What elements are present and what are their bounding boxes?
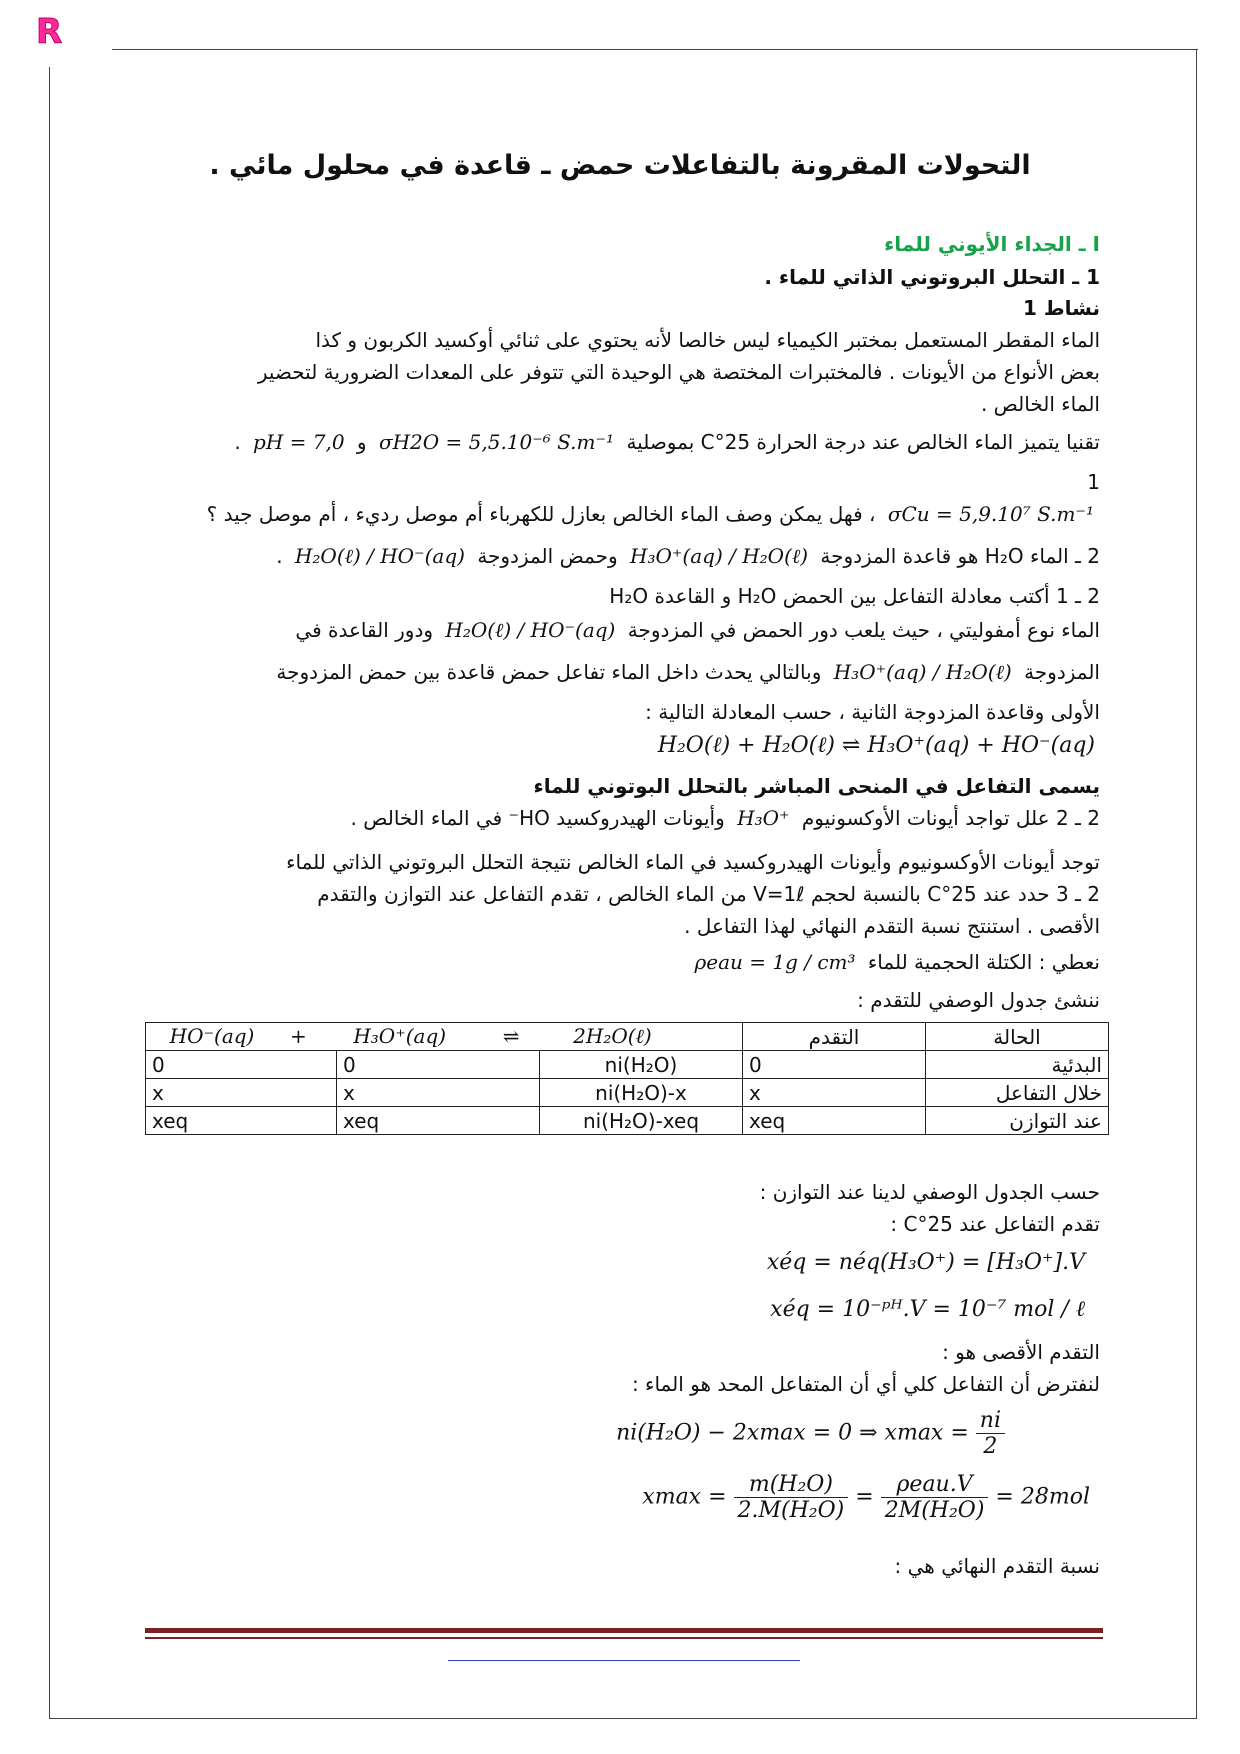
given-text: نعطي : الكتلة الحجمية للماء: [867, 950, 1100, 974]
question-1: [207, 500, 1100, 528]
fraction: [881, 1472, 989, 1523]
footer-rule: [145, 1637, 1103, 1639]
table-row: [146, 1107, 1109, 1135]
fraction-denominator: 2.M(H₂O): [737, 1498, 845, 1523]
question-5: 2 ـ 3 حدد عند 25°C بالنسبة لحجم V=1ℓ من الماء الخالص ، تقدم التفاعل عند التوازن والتقدم: [317, 882, 1100, 906]
xmax-equation-1: [616, 1408, 1005, 1459]
conductivity-text: تقنيا يتميز الماء الخالص عند درجة الحرارة 25°C بموصلية: [626, 430, 1100, 454]
answer-text: المزدوجة: [1024, 660, 1100, 684]
conductivity-line: تقنيا يتميز الماء الخالص عند درجة الحرارة 25°C بموصلية σH2O = 5,5.10⁻⁶ S.m⁻¹ و pH = 7,0 .: [234, 430, 1100, 454]
paragraph-line: الماء الخالص .: [980, 392, 1100, 416]
xmax-equation-2: xmax = $\frac{\text{m(H₂O)}}{\text{2.M(H₂O)}}$ = $\frac{\text{ρeau.V}}{\text{2M(H₂O)}}$ = 28mol: [642, 1472, 1090, 1523]
table-cell: x: [743, 1079, 926, 1107]
equilibrium-arrow: ⇌: [502, 1024, 520, 1048]
question-1-text: ، فهل يمكن وصف الماء الخالص بعازل للكهرباء أم موصل رديء ، أم موصل جيد ؟: [206, 502, 876, 526]
subsection-heading: 1 ـ التحلل البروتوني الذاتي للماء .: [764, 265, 1100, 289]
table-cell: 0: [337, 1051, 540, 1079]
table-cell: البدئية: [926, 1051, 1109, 1079]
result-line: التقدم الأقصى هو :: [942, 1340, 1100, 1364]
hydroxide-header: HO⁻(aq): [169, 1024, 255, 1048]
density-eq: ρeau = 1g / cm³: [694, 950, 856, 974]
ph-eq: pH = 7,0: [253, 430, 345, 454]
and-word: و: [356, 430, 367, 454]
given-line: [688, 948, 1100, 976]
answer-text: وبالتالي يحدث داخل الماء تفاعل حمض قاعدة بين حمض المزدوجة: [276, 660, 822, 684]
definition: يسمى التفاعل في المنحى المباشر بالتحلل البوتوني للماء: [533, 774, 1100, 798]
couple-2-eq: H₂O(ℓ) / HO⁻(aq): [445, 618, 616, 642]
couple-1-eq: H₃O⁺(aq) / H₂O(ℓ): [833, 660, 1012, 684]
table-cell: xeq: [337, 1107, 540, 1135]
fraction-numerator: m(H₂O): [734, 1472, 849, 1498]
table-header-row: [146, 1023, 1109, 1051]
paragraph-line: الماء المقطر المستعمل بمختبر الكيمياء ليس خالصا لأنه يحتوي على ثنائي أوكسيد الكربون و كذا: [315, 328, 1100, 352]
xmax-equation-2-right: = 28mol: [995, 1484, 1090, 1510]
oxonium-eq: H₃O⁺: [737, 806, 790, 830]
page-border-bottom: [49, 1718, 1197, 1719]
result-line: حسب الجدول الوصفي لدينا عند التوازن :: [759, 1180, 1100, 1204]
table-header-equation: [146, 1023, 743, 1051]
fraction-numerator: ρeau.V: [881, 1472, 989, 1498]
couple-2-eq: H₂O(ℓ) / HO⁻(aq): [294, 544, 465, 568]
table-cell: ni(H₂O)-xeq: [540, 1107, 743, 1135]
table-cell: خلال التفاعل: [926, 1079, 1109, 1107]
table-intro: ننشئ جدول الوصفي للتقدم :: [857, 988, 1100, 1012]
table-header-cell: التقدم: [743, 1023, 926, 1051]
table-cell: ni(H₂O): [540, 1051, 743, 1079]
answer-line: [276, 658, 1100, 686]
table-row: [146, 1051, 1109, 1079]
page-border-top: [112, 49, 1198, 50]
xmax-equation-2-left: xmax =: [642, 1484, 727, 1510]
question-2: 2 ـ الماء H₂O هو قاعدة المزدوجة H₃O⁺(aq) / H₂O(ℓ) وحمض المزدوجة H₂O(ℓ) / HO⁻(aq) .: [276, 544, 1100, 568]
xmax-equation-1-left: ni(H₂O) − 2xmax = 0 ⇒ xmax =: [616, 1420, 969, 1446]
page-border-right: [1196, 49, 1197, 1719]
table-header-cell: الحالة: [926, 1023, 1109, 1051]
couple-1-eq: H₃O⁺(aq) / H₂O(ℓ): [630, 544, 809, 568]
answer-text: الماء نوع أمفوليتي ، حيث يلعب دور الحمض في المزدوجة: [627, 618, 1100, 642]
answer-line: الأولى وقاعدة المزدوجة الثانية ، حسب المعادلة التالية :: [645, 700, 1100, 724]
question-2-and: وحمض المزدوجة: [477, 544, 618, 568]
question-4: [351, 804, 1100, 832]
table-cell: 0: [743, 1051, 926, 1079]
table-cell: x: [337, 1079, 540, 1107]
autoprotolysis-equation: H₂O(ℓ) + H₂O(ℓ) ⇌ H₃O⁺(aq) + HO⁻(aq): [657, 733, 1095, 758]
water-header: 2H₂O(ℓ): [573, 1024, 652, 1048]
question-2-text: 2 ـ الماء H₂O هو قاعدة المزدوجة: [820, 544, 1100, 568]
page-title: التحولات المقرونة بالتفاعلات حمض ـ قاعدة في محلول مائي .: [209, 150, 1031, 181]
logo: R: [36, 12, 63, 52]
footer-link-underline[interactable]: [448, 1660, 800, 1661]
water-conductivity-eq: σH2O = 5,5.10⁻⁶ S.m⁻¹: [378, 430, 615, 454]
fraction-denominator: 2: [983, 1434, 998, 1459]
fraction-denominator: 2M(H₂O): [884, 1498, 985, 1523]
result-line: نسبة التقدم النهائي هي :: [894, 1554, 1100, 1578]
oxonium-header: H₃O⁺(aq): [353, 1024, 447, 1048]
section-heading: I ـ الجداء الأيوني للماء: [884, 232, 1100, 256]
question-number: 1: [1087, 470, 1100, 494]
plus-sign: +: [289, 1024, 307, 1048]
answer-text: ودور القاعدة في: [295, 618, 434, 642]
result-line: تقدم التفاعل عند 25°C :: [890, 1212, 1100, 1236]
copper-conductivity-eq: σCu = 5,9.10⁷ S.m⁻¹: [887, 502, 1094, 526]
table-cell: ni(H₂O)-x: [540, 1079, 743, 1107]
result-line: لنفترض أن التفاعل كلي أي أن المتفاعل المحد هو الماء :: [631, 1372, 1100, 1396]
table-cell: x: [146, 1079, 337, 1107]
table-cell: xeq: [743, 1107, 926, 1135]
page-border-left: [49, 67, 50, 1719]
question-3: 2 ـ 1 أكتب معادلة التفاعل بين الحمض H₂O و القاعدة H₂O: [609, 584, 1100, 608]
xeq-equation-1: xéq = néq(H₃O⁺) = [H₃O⁺].V: [766, 1250, 1085, 1275]
xeq-equation-2: xéq = 10⁻ᵖᴴ.V = 10⁻⁷ mol / ℓ: [770, 1297, 1085, 1322]
paragraph-line: بعض الأنواع من الأيونات . فالمختبرات المختصة هي الوحيدة التي تتوفر على المعدات الضرورية لتحضير: [257, 360, 1100, 384]
fraction: [734, 1472, 849, 1523]
progress-table: [145, 1022, 1109, 1135]
table-cell: xeq: [146, 1107, 337, 1135]
fraction-numerator: ni: [976, 1408, 1005, 1434]
table-row: [146, 1079, 1109, 1107]
footer-rule: [145, 1628, 1103, 1633]
activity-label: نشاط 1: [1022, 296, 1100, 320]
answer-line: توجد أيونات الأوكسونيوم وأيونات الهيدروكسيد في الماء الخالص نتيجة التحلل البروتوني الذاتي للماء: [286, 850, 1100, 874]
question-4-text: وأيونات الهيدروكسيد HO⁻ في الماء الخالص .: [350, 806, 725, 830]
question-4-text: 2 ـ 2 علل تواجد أيونات الأوكسونيوم: [801, 806, 1100, 830]
answer-line: [295, 616, 1100, 644]
question-5: الأقصى . استنتج نسبة التقدم النهائي لهذا التفاعل .: [684, 914, 1100, 938]
table-cell: 0: [146, 1051, 337, 1079]
fraction: [976, 1408, 1005, 1459]
table-cell: عند التوازن: [926, 1107, 1109, 1135]
